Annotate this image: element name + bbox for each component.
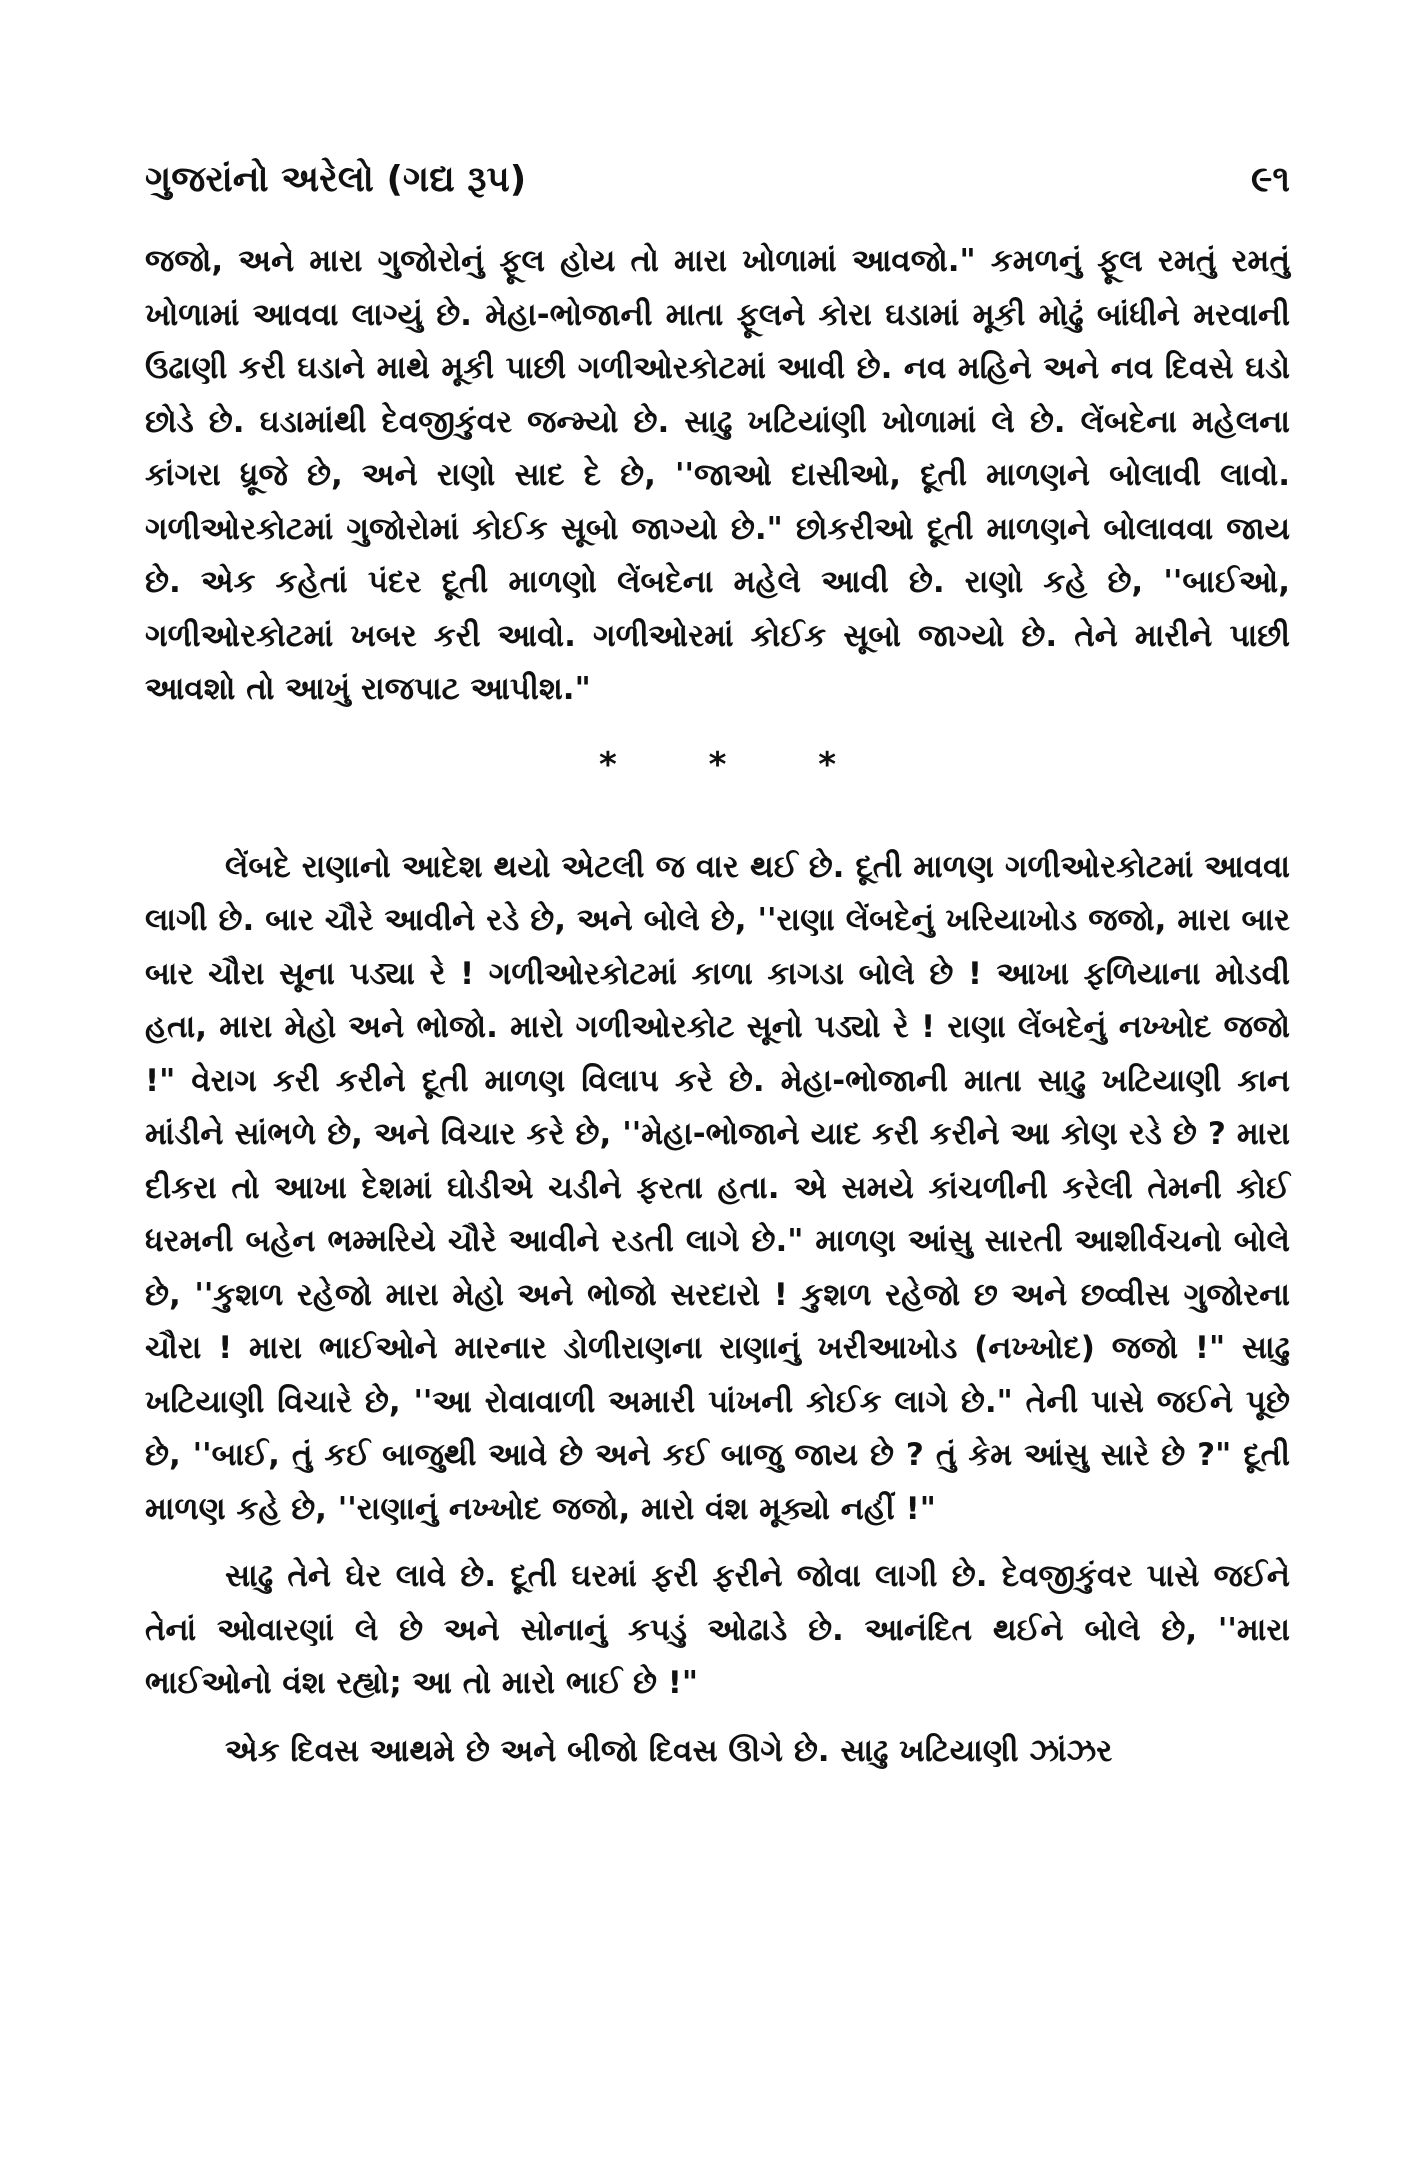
paragraph: લેંબદે રાણાનો આદેશ થયો એટલી જ વાર થઈ છે. દૂતી માળણ ગળીઓરકોટમાં આવવા લાગી છે. બાર ચૌરે આવીને રડે છે, અને બોલે છે, ''રાણા લેંબદેનું ખરિયાખોડ જજો, મારા બાર બાર ચૌરા સૂના પડ્યા રે ! ગળીઓરકોટમાં કાળા કાગડા બોલે છે ! આખા ફળિયાના મોડવી હતા, મારા મેહો અને ભોજો. મારો ગળીઓરકોટ સૂનો પડ્યો રે ! રાણા લેંબદેનું નખ્ખોદ જજો !" વેરાગ કરી કરીને દૂતી માળણ વિલાપ કરે છે. મેહા-ભોજાની માતા સાઢુ ખટિયાણી કાન માંડીને સાંભળે છે, અને વિચાર કરે છે, ''મેહા-ભોજાને યાદ કરી કરીને આ કોણ રડે છે ? મારા દીકરા તો આખા દેશમાં ઘોડીએ ચડીને ફરતા હતા. એ સમયે કાંચળીની કરેલી તેમની કોઈ ધરમની બહેન ભમ્મરિયે ચૌરે આવીને રડતી લાગે છે." માળણ આંસુ સારતી આશીર્વચનો બોલે છે, ''કુશળ રહેજો મારા મેહો અને ભોજો સરદારો ! કુશળ રહેજો છ અને છવ્વીસ ગુજોરના ચૌરા ! મારા ભાઈઓને મારનાર ડોળીરાણના રાણાનું ખરીઆખોડ (નખ્ખોદ) જજો !" સાઢુ ખટિયાણી વિચારે છે, ''આ રોવાવાળી અમારી પાંખની કોઈક લાગે છે." તેની પાસે જઈને પૂછે છે, ''બાઈ, તું કઈ બાજુથી આવે છે અને કઈ બાજુ જાય છે ? તું કેમ આંસુ સારે છે ?" દૂતી માળણ કહે છે, ''રાણાનું નખ્ખોદ જજો, મારો વંશ મૂક્યો નહીં !"	[145, 848, 1290, 1527]
section-separator: * * *	[598, 744, 876, 785]
page-number: ૯૧	[1251, 159, 1290, 200]
running-head	[145, 150, 1290, 210]
running-title: ગુજરાંનો અરેલો (ગદ્ય રૂપ)	[145, 159, 527, 200]
paragraph: સાઢુ તેને ઘેર લાવે છે. દૂતી ઘરમાં ફરી ફરીને જોવા લાગી છે. દેવજીકુંવર પાસે જઈને તેનાં ઓવારણાં લે છે અને સોનાનું કપડું ઓઢાડે છે. આનંદિત થઈને બોલે છે, ''મારા ભાઈઓનો વંશ રહ્યો; આ તો મારો ભાઈ છે !"	[145, 1558, 1290, 1701]
body-text	[145, 235, 1290, 1778]
paragraph: એક દિવસ આથમે છે અને બીજો દિવસ ઊગે છે. સાઢુ ખટિયાણી ઝાંઝર	[225, 1732, 1113, 1769]
paragraph: જજો, અને મારા ગુજોરોનું ફૂલ હોય તો મારા ખોળામાં આવજો." કમળનું ફૂલ રમતું રમતું ખોળામાં આવવા લાગ્યું છે. મેહા-ભોજાની માતા ફૂલને કોરા ઘડામાં મૂકી મોઢું બાંધીને મરવાની ઉઢાણી કરી ઘડાને માથે મૂકી પાછી ગળીઓરકોટમાં આવી છે. નવ મહિને અને નવ દિવસે ઘડો છોડે છે. ઘડામાંથી દેવજીકુંવર જન્મ્યો છે. સાઢુ ખટિયાંણી ખોળામાં લે છે. લેંબદેના મહેલના કાંગરા ધ્રૂજે છે, અને રાણો સાદ દે છે, ''જાઓ દાસીઓ, દૂતી માળણને બોલાવી લાવો. ગળીઓરકોટમાં ગુજોરોમાં કોઈક સૂબો જાગ્યો છે." છોકરીઓ દૂતી માળણને બોલાવવા જાય છે. એક કહેતાં પંદર દૂતી માળણો લેંબદેના મહેલે આવી છે. રાણો કહે છે, ''બાઈઓ, ગળીઓરકોટમાં ખબર કરી આવો. ગળીઓરમાં કોઈક સૂબો જાગ્યો છે. તેને મારીને પાછી આવશો તો આખું રાજપાટ આપીશ."	[145, 243, 1290, 707]
